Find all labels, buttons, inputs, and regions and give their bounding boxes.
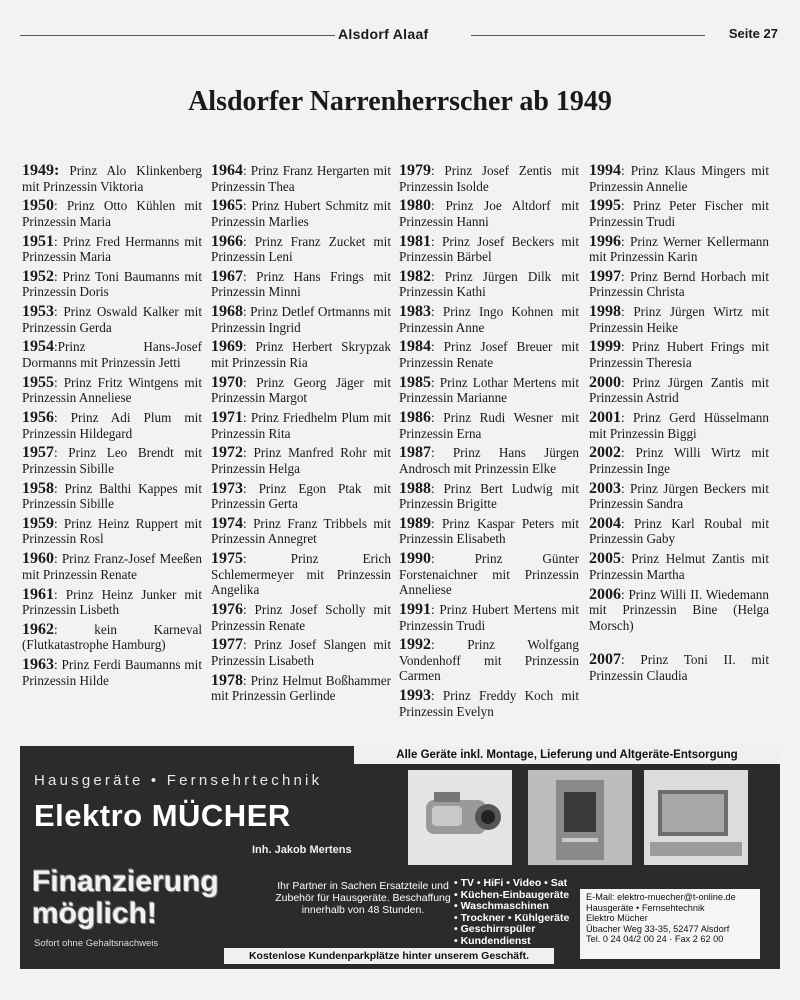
contact-email: E-Mail: elektro-muecher@t-online.de: [586, 892, 736, 902]
column-2: [211, 163, 391, 708]
ruler-names: : Prinz Herbert Skrypzak mit Prinzessin Ria: [211, 339, 391, 370]
financing-line-1: Finanzierung: [32, 865, 219, 898]
ruler-names: : Prinz Ferdi Baumanns mit Prinzessin Hilde: [22, 657, 202, 688]
ruler-names: : Prinz Willi II. Wiedemann mit Prinzessin Bine (Helga Morsch): [589, 586, 769, 633]
ruler-year: 1970: [211, 373, 243, 391]
ruler-names: : Prinz Werner Kellermann mit Prinzessin Karin: [589, 233, 769, 265]
stove-photo: [528, 770, 632, 865]
ad-category: Hausgeräte • Fernsehrtechnik: [34, 772, 323, 789]
ruler-year: 1950: [22, 197, 54, 215]
ruler-entry: [399, 304, 579, 335]
contact-phone: Tel. 0 24 04/2 00 24 · Fax 2 62 00: [586, 934, 724, 945]
ruler-names: : Prinz Balthi Kappes mit Prinzessin Sibille: [22, 480, 202, 512]
ruler-year: 1997: [589, 267, 621, 285]
ruler-entry: [589, 304, 769, 335]
ruler-names: : Prinz Bert Ludwig mit Prinzessin Brigitte: [399, 480, 579, 512]
ruler-names: : Prinz Franz Tribbels mit Prinzessin Annegret: [211, 515, 391, 547]
ruler-year: 1980: [399, 197, 431, 215]
ruler-entry: [22, 481, 202, 512]
service-item: • Waschmaschinen: [454, 901, 569, 913]
ruler-entry: [589, 234, 769, 265]
ruler-year: 1959: [22, 514, 54, 532]
ruler-year: 1995: [589, 197, 621, 215]
ruler-entry: [589, 339, 769, 370]
ruler-entry: [211, 551, 391, 598]
ruler-entry: [211, 445, 391, 476]
ruler-entry: [399, 269, 579, 300]
ruler-entry: [211, 163, 391, 194]
ad-brand-name: Elektro MÜCHER: [34, 798, 291, 833]
ruler-names: : Prinz Franz Hergarten mit Prinzessin Thea: [211, 163, 391, 194]
ruler-names: : Prinz Jürgen Wirtz mit Prinzessin Heike: [589, 304, 769, 335]
ad-no-proof-note: Sofort ohne Gehaltsnachweis: [34, 938, 159, 949]
ad-contact-box: [580, 889, 760, 959]
ruler-entry: [399, 602, 579, 633]
ruler-year: 1996: [589, 232, 621, 250]
ruler-year: 1993: [399, 687, 431, 705]
ruler-entry: [211, 481, 391, 512]
ruler-entry: [22, 339, 202, 370]
ruler-year: 1956: [22, 409, 54, 427]
ruler-year: 1987: [399, 444, 431, 462]
ruler-entry: [22, 269, 202, 300]
ruler-entry: [399, 688, 579, 719]
camcorder-photo: [408, 770, 512, 865]
contact-category: Hausgeräte • Fernsehtechnik: [586, 902, 705, 913]
ruler-entry: [211, 269, 391, 300]
page-title: Alsdorfer Narrenherrscher ab 1949: [188, 86, 612, 117]
ruler-year: 1966: [211, 232, 243, 250]
ruler-names: : Prinz Josef Scholly mit Prinzessin Renate: [211, 602, 391, 633]
ruler-names: : Prinz Adi Plum mit Prinzessin Hildegard: [22, 410, 202, 441]
ruler-year: 2005: [589, 550, 621, 568]
ruler-names: : Prinz Karl Roubal mit Prinzessin Gaby: [589, 515, 769, 547]
ruler-year: 1953: [22, 303, 54, 321]
ruler-entry: [211, 516, 391, 547]
ruler-names: : Prinz Gerd Hüsselmann mit Prinzessin Biggi: [589, 410, 769, 441]
financing-line-2: möglich!: [32, 897, 157, 930]
publication-name: Alsdorf Alaaf: [338, 26, 429, 42]
ruler-names: : Prinz Egon Ptak mit Prinzessin Gerta: [211, 480, 391, 512]
ruler-entry: [22, 587, 202, 618]
ruler-names: : Prinz Erich Schlemermeyer mit Prinzessin Angelika: [211, 551, 391, 598]
ruler-entry: [22, 163, 202, 194]
ruler-entry: [22, 551, 202, 582]
ruler-entry: [22, 234, 202, 265]
ruler-year: 1984: [399, 338, 431, 356]
ruler-year: 1990: [399, 550, 431, 568]
ruler-names: : Prinz Manfred Rohr mit Prinzessin Helga: [211, 445, 391, 476]
column-4: [589, 163, 769, 687]
ruler-names: : Prinz Kaspar Peters mit Prinzessin Elisabeth: [399, 515, 579, 547]
ruler-names: : Prinz Rudi Wesner mit Prinzessin Erna: [399, 410, 579, 441]
ruler-entry: [22, 622, 202, 653]
header-rule-left: [20, 35, 335, 36]
ruler-entry: [589, 551, 769, 582]
ruler-names: : Prinz Günter Forstenaichner mit Prinzessin Anneliese: [399, 551, 579, 598]
ruler-year: 1974: [211, 514, 243, 532]
ruler-year: 1994: [589, 162, 621, 179]
ruler-year: 1967: [211, 267, 243, 285]
ruler-year: 1963: [22, 656, 54, 674]
ruler-entry: [589, 516, 769, 547]
ruler-names: : Prinz Franz Zucket mit Prinzessin Leni: [211, 233, 391, 265]
contact-company: Elektro Mücher: [586, 913, 648, 924]
ruler-entry: [399, 339, 579, 370]
ruler-entry: [22, 198, 202, 229]
ruler-entry: [589, 375, 769, 406]
page-header: [20, 22, 780, 46]
ruler-entry: [22, 516, 202, 547]
ruler-entry: [399, 445, 579, 476]
service-item: • Kundendienst: [454, 936, 569, 948]
ruler-year: 2003: [589, 479, 621, 497]
ruler-names: : Prinz Leo Brendt mit Prinzessin Sibille: [22, 445, 202, 476]
ruler-names: Prinz Alo Klinkenberg mit Prinzessin Viktoria: [22, 163, 202, 194]
ruler-year: 1957: [22, 444, 54, 462]
ruler-year: 1965: [211, 197, 243, 215]
ruler-entry: [399, 516, 579, 547]
ruler-entry: [22, 375, 202, 406]
ruler-year: 1985: [399, 373, 431, 391]
ruler-names: : Prinz Helmut Boßhammer mit Prinzessin Gerlinde: [211, 672, 391, 704]
ruler-entry: [589, 652, 769, 683]
ruler-year: 1958: [22, 479, 54, 497]
ad-services-list: [454, 878, 569, 948]
ruler-year: 2007: [589, 651, 621, 669]
service-item: • Trockner • Kühlgeräte: [454, 913, 569, 925]
column-1: [22, 163, 202, 692]
ruler-year: 1983: [399, 303, 431, 321]
ruler-entry: [399, 551, 579, 598]
ruler-year: 1949:: [22, 162, 60, 179]
ruler-entry: [211, 339, 391, 370]
ruler-names: : Prinz Oswald Kalker mit Prinzessin Gerda: [22, 304, 202, 335]
ruler-year: 1951: [22, 232, 54, 250]
ruler-names: : Prinz Klaus Mingers mit Prinzessin Annelie: [589, 163, 769, 194]
ruler-entry: [399, 198, 579, 229]
ruler-names: : Prinz Hubert Mertens mit Prinzessin Trudi: [399, 602, 579, 633]
ruler-names: :Prinz Hans-Josef Dormanns mit Prinzessin Jetti: [22, 339, 202, 370]
ruler-year: 1973: [211, 479, 243, 497]
contact-address: Übacher Weg 33-35, 52477 Alsdorf: [586, 923, 730, 934]
ruler-names: : Prinz Franz-Josef Meeßen mit Prinzessin Renate: [22, 551, 202, 582]
ruler-names: : Prinz Toni Baumanns mit Prinzessin Doris: [22, 268, 202, 300]
ad-top-banner: Alle Geräte inkl. Montage, Lieferung und Altgeräte-Entsorgung: [354, 746, 780, 764]
ruler-names: : Prinz Hans Frings mit Prinzessin Minni: [211, 268, 391, 300]
ruler-names: : Prinz Willi Wirtz mit Prinzessin Inge: [589, 445, 769, 476]
ruler-names: : Prinz Hubert Frings mit Prinzessin Theresia: [589, 339, 769, 370]
ruler-entry: [589, 481, 769, 512]
ruler-year: 1968: [211, 303, 243, 321]
ruler-names: : Prinz Josef Breuer mit Prinzessin Renate: [399, 339, 579, 370]
ruler-entry: [399, 163, 579, 194]
ruler-names: : Prinz Jürgen Zantis mit Prinzessin Astrid: [589, 374, 769, 406]
ruler-names: : Prinz Hubert Schmitz mit Prinzessin Marlies: [211, 198, 391, 229]
ruler-year: 1972: [211, 444, 243, 462]
ruler-year: 1960: [22, 550, 54, 568]
ruler-year: 1962: [22, 620, 54, 638]
ruler-names: : Prinz Detlef Ortmanns mit Prinzessin Ingrid: [211, 304, 391, 335]
ruler-entry: [589, 410, 769, 441]
ruler-entry: [399, 375, 579, 406]
ruler-year: 1986: [399, 409, 431, 427]
ruler-entry: [22, 410, 202, 441]
ad-owner: Inh. Jakob Mertens: [252, 844, 352, 856]
ruler-names: : Prinz Fritz Wintgens mit Prinzessin Anneliese: [22, 374, 202, 406]
ruler-names: : Prinz Jürgen Dilk mit Prinzessin Kathi: [399, 268, 579, 300]
ruler-year: 1981: [399, 232, 431, 250]
ruler-names: : Prinz Josef Beckers mit Prinzessin Bärbel: [399, 233, 579, 265]
ruler-year: 2000: [589, 373, 621, 391]
ruler-entry: [211, 673, 391, 704]
ruler-year: 1961: [22, 585, 54, 603]
ruler-entry: [211, 637, 391, 668]
ruler-entry: [589, 587, 769, 634]
ruler-names: : Prinz Josef Slangen mit Prinzessin Lisabeth: [211, 637, 391, 668]
ruler-names: : Prinz Helmut Zantis mit Prinzessin Martha: [589, 551, 769, 582]
ruler-year: 1952: [22, 267, 54, 285]
ruler-year: 1955: [22, 373, 54, 391]
ruler-names: : Prinz Joe Altdorf mit Prinzessin Hanni: [399, 198, 579, 229]
ruler-names: : Prinz Heinz Ruppert mit Prinzessin Rosl: [22, 515, 202, 547]
ruler-year: 1971: [211, 409, 243, 427]
ruler-names: : Prinz Josef Zentis mit Prinzessin Isolde: [399, 163, 579, 194]
service-item: • Geschirrspüler: [454, 924, 569, 936]
service-item: • Küchen-Einbaugeräte: [454, 890, 569, 902]
ruler-year: 1992: [399, 636, 431, 654]
ruler-entry: [399, 410, 579, 441]
ruler-names: : Prinz Lothar Mertens mit Prinzessin Marianne: [399, 374, 579, 406]
ruler-names: : Prinz Georg Jäger mit Prinzessin Margot: [211, 374, 391, 406]
ruler-entry: [399, 234, 579, 265]
financing-headline: [32, 866, 219, 930]
ruler-names: : Prinz Wolfgang Vondenhoff mit Prinzessin Carmen: [399, 637, 579, 684]
television-photo: [644, 770, 748, 865]
ruler-names: : Prinz Freddy Koch mit Prinzessin Evelyn: [399, 688, 579, 719]
ruler-entry: [589, 198, 769, 229]
ruler-year: 1969: [211, 338, 243, 356]
ruler-year: 1954: [22, 338, 54, 356]
ruler-names: : Prinz Otto Kühlen mit Prinzessin Maria: [22, 198, 202, 229]
ruler-entry: [22, 445, 202, 476]
ruler-year: 2004: [589, 514, 621, 532]
ruler-year: 1964: [211, 162, 243, 179]
ruler-names: : Prinz Ingo Kohnen mit Prinzessin Anne: [399, 304, 579, 335]
ruler-names: : Prinz Toni II. mit Prinzessin Claudia: [589, 652, 769, 683]
ruler-year: 1998: [589, 303, 621, 321]
ruler-names: : Prinz Bernd Horbach mit Prinzessin Christa: [589, 268, 769, 300]
ad-partner-text: Ihr Partner in Sachen Ersatzteile und Zubehör für Hausgeräte. Beschaffung innerhalb von 48 Stunden.: [275, 880, 451, 917]
ruler-entry: [211, 198, 391, 229]
ruler-entry: [211, 375, 391, 406]
ruler-year: 1999: [589, 338, 621, 356]
service-item: • TV • HiFi • Video • Sat: [454, 878, 569, 890]
ruler-names: : kein Karneval (Flutkatastrophe Hamburg): [22, 621, 202, 653]
ruler-entry: [211, 410, 391, 441]
page-number: Seite 27: [728, 26, 778, 41]
ruler-year: 1991: [399, 601, 431, 619]
ruler-year: 2001: [589, 409, 621, 427]
ruler-entry: [589, 269, 769, 300]
ruler-year: 2002: [589, 444, 621, 462]
ruler-entry: [399, 637, 579, 684]
ruler-names: : Prinz Heinz Junker mit Prinzessin Lisbeth: [22, 586, 202, 618]
ruler-entry: [22, 657, 202, 688]
ruler-year: 1978: [211, 671, 243, 689]
ruler-names: : Prinz Jürgen Beckers mit Prinzessin Sandra: [589, 480, 769, 512]
header-rule-right: [471, 35, 705, 36]
rulers-list: [22, 162, 780, 719]
ruler-names: : Prinz Friedhelm Plum mit Prinzessin Rita: [211, 410, 391, 441]
ruler-entry: [399, 481, 579, 512]
ruler-year: 1989: [399, 514, 431, 532]
ruler-year: 1976: [211, 601, 243, 619]
ruler-year: 1988: [399, 479, 431, 497]
ruler-names: : Prinz Hans Jürgen Androsch mit Prinzessin Elke: [399, 445, 579, 476]
ruler-year: 2006: [589, 585, 621, 603]
ruler-year: 1975: [211, 550, 243, 568]
ruler-names: : Prinz Fred Hermanns mit Prinzessin Maria: [22, 233, 202, 265]
ruler-entry: [22, 304, 202, 335]
ad-parking-banner: Kostenlose Kundenparkplätze hinter unserem Geschäft.: [224, 948, 554, 964]
ruler-entry: [589, 445, 769, 476]
ruler-year: 1979: [399, 162, 431, 179]
ruler-entry: [211, 234, 391, 265]
ruler-names: : Prinz Peter Fischer mit Prinzessin Trudi: [589, 198, 769, 229]
ruler-entry: [211, 304, 391, 335]
ruler-entry: [211, 602, 391, 633]
column-3: [399, 163, 579, 723]
ruler-year: 1982: [399, 267, 431, 285]
ruler-year: 1977: [211, 636, 243, 654]
advertisement: [20, 746, 780, 969]
ruler-entry: [589, 163, 769, 194]
